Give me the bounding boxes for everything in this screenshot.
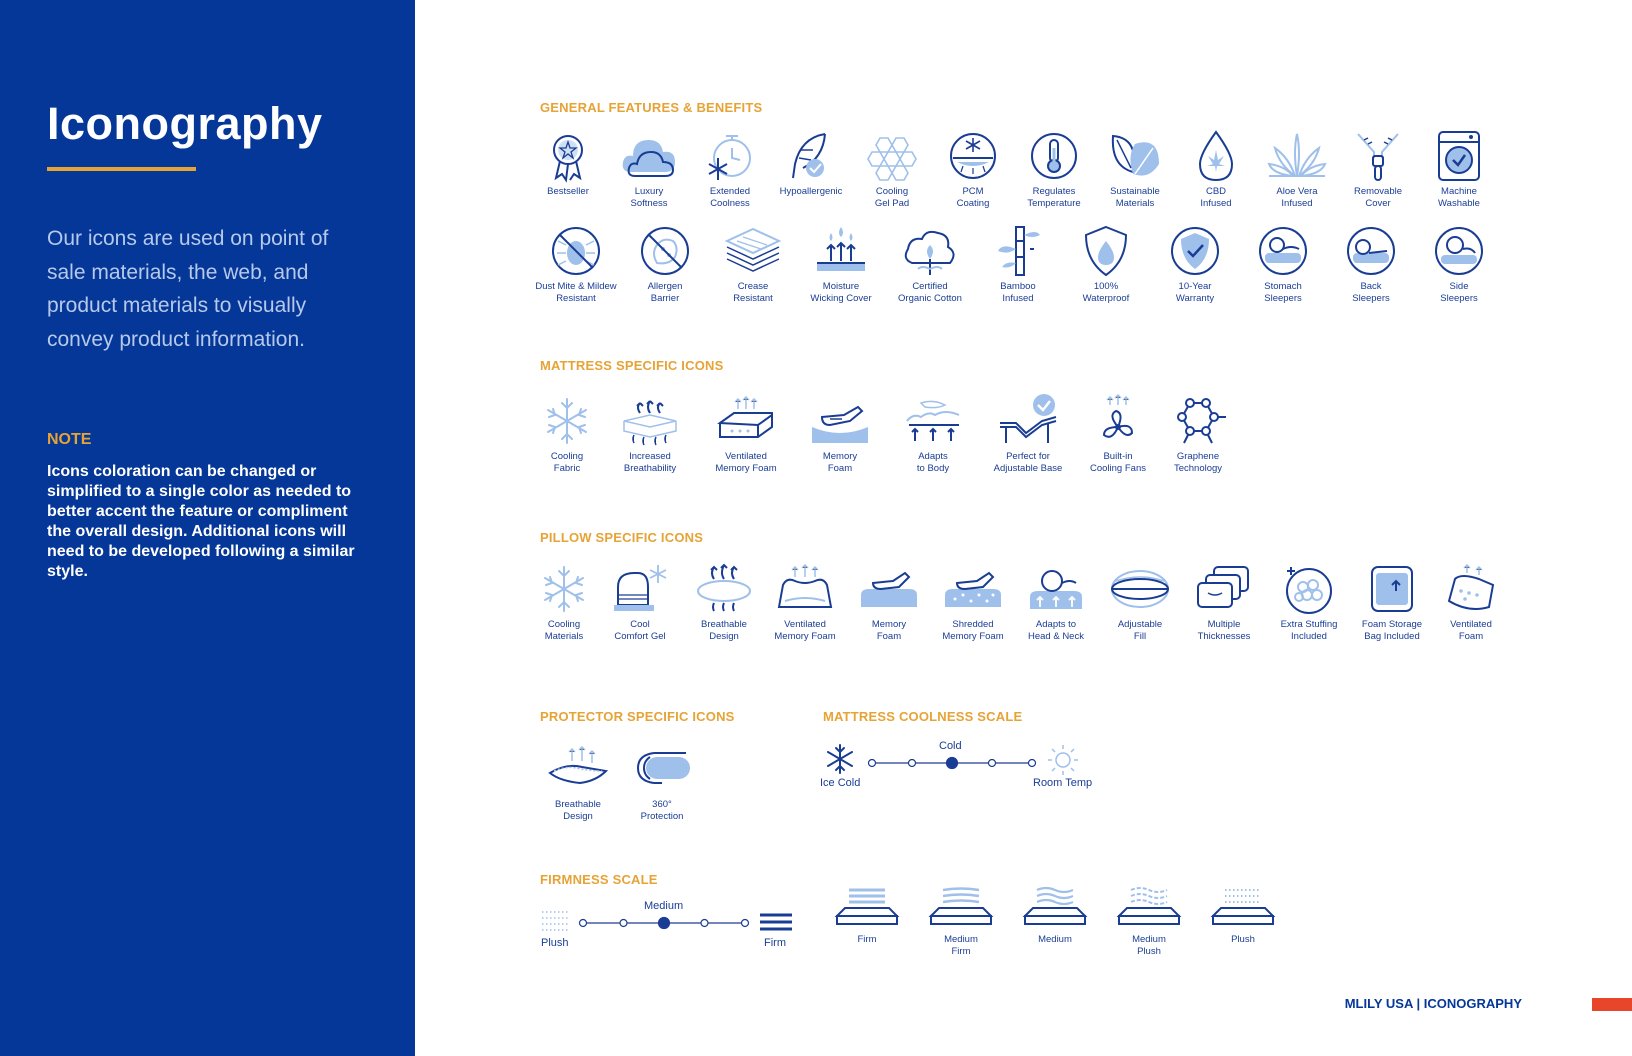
general-feature-item [1149, 223, 1241, 305]
firmness-level-item [1104, 884, 1194, 958]
mattress-feature-label: Perfect for Adjustable Base [993, 451, 1063, 474]
footer-section: ICONOGRAPHY [1423, 996, 1522, 1011]
general-feature-item [1060, 223, 1152, 305]
general-feature-label: Moisture Wicking Cover [810, 281, 872, 304]
coolness-center-label: Cold [939, 740, 962, 752]
warranty-shield-icon [1163, 223, 1227, 279]
plush-lines-icon [542, 912, 568, 930]
snowflake-icon [535, 393, 599, 449]
pillow-feature-label: Adjustable Fill [1117, 619, 1163, 642]
footer-brand: MLILY USA [1344, 996, 1413, 1011]
leaves-icon [1103, 128, 1167, 184]
mattress-feature-item [521, 393, 613, 475]
section-heading-general: GENERAL FEATURES & BENEFITS [540, 100, 763, 115]
firmness-level-label: Medium [1038, 934, 1072, 945]
pillow-feature-label: Multiple Thicknesses [1197, 619, 1251, 642]
page-title: Iconography [47, 98, 323, 149]
intro-paragraph: Our icons are used on point of sale materials, the web, and product materials to visually convey product information. [47, 227, 329, 351]
general-feature-label: Stomach Sleepers [1264, 281, 1302, 304]
mattress-feature-item [1152, 393, 1244, 475]
general-feature-label: Hypoallergenic [779, 186, 843, 197]
footer-separator: | [1416, 996, 1421, 1011]
general-feature-label: Removable Cover [1353, 186, 1403, 209]
firmness-level-item [916, 884, 1006, 958]
plush-slab-icon [1207, 884, 1279, 934]
breathability-icon [618, 393, 682, 449]
pillow-feature-item [927, 561, 1019, 643]
general-feature-label: Machine Washable [1438, 186, 1480, 209]
general-feature-item [1170, 128, 1262, 210]
firmness-level-label: Medium Plush [1132, 934, 1166, 957]
ventilated-foam-pillow-icon [1439, 561, 1503, 617]
mattress-feature-item [700, 393, 792, 475]
head-neck-icon [1024, 561, 1088, 617]
general-feature-label: Back Sleepers [1352, 281, 1390, 304]
no-allergen-icon [633, 223, 697, 279]
general-feature-label: 10-Year Warranty [1175, 281, 1215, 304]
footer-label [1345, 996, 1522, 1011]
adapts-body-icon [901, 393, 965, 449]
section-heading-firmness: FIRMNESS SCALE [540, 872, 658, 887]
scale-step [1029, 760, 1036, 767]
medium-slab-icon [1019, 884, 1091, 934]
protector-feature-item [532, 741, 624, 823]
pillow-feature-label: Memory Foam [871, 619, 907, 642]
general-feature-item [603, 128, 695, 210]
pillow-feature-label: Breathable Design [701, 619, 747, 642]
general-feature-item [927, 128, 1019, 210]
pillow-feature-label: Shredded Memory Foam [942, 619, 1004, 642]
extra-stuffing-icon [1277, 561, 1341, 617]
scale-step-selected [947, 758, 958, 769]
section-heading-mattress: MATTRESS SPECIFIC ICONS [540, 358, 724, 373]
shredded-foam-icon [941, 561, 1005, 617]
protection-360-icon [630, 741, 694, 797]
firmness-level-label: Firm [857, 934, 877, 945]
general-feature-item [530, 223, 622, 305]
pillow-feature-label: Ventilated Foam [1450, 619, 1492, 642]
scale-step [989, 760, 996, 767]
general-feature-label: Regulates Temperature [1027, 186, 1081, 209]
protector-feature-label: Breathable Design [555, 799, 601, 822]
mattress-feature-label: Graphene Technology [1173, 451, 1223, 474]
memory-foam-hand-icon [808, 393, 872, 449]
mattress-feature-label: Memory Foam [822, 451, 858, 474]
feather-check-icon [779, 128, 843, 184]
scale-step-selected [659, 918, 670, 929]
cbd-drop-icon [1184, 128, 1248, 184]
pillow-feature-label: Foam Storage Bag Included [1361, 619, 1423, 642]
note-paragraph: Icons coloration can be changed or simplified to a single color as needed to better accent the feature or compliment the overall design. Additional icons will need to be developed following a similar style. [47, 463, 355, 580]
side-sleeper-icon [1427, 223, 1491, 279]
general-feature-label: Aloe Vera Infused [1276, 186, 1318, 209]
general-feature-item [684, 128, 776, 210]
gel-pillow-icon [608, 561, 672, 617]
general-feature-item [795, 223, 887, 305]
firm-slab-icon [831, 884, 903, 934]
note-heading: NOTE [47, 431, 92, 448]
general-feature-item [846, 128, 938, 210]
crease-layers-icon [721, 223, 785, 279]
coolness-right-label: Room Temp [1033, 777, 1093, 789]
section-heading-coolness: MATTRESS COOLNESS SCALE [823, 709, 1023, 724]
firm-lines-icon [760, 915, 792, 929]
adjustable-fill-icon [1108, 561, 1172, 617]
adjustable-base-icon [996, 393, 1060, 449]
award-ribbon-icon [536, 128, 600, 184]
mattress-feature-label: Increased Breathability [623, 451, 677, 474]
pillow-feature-label: Cool Comfort Gel [614, 619, 666, 642]
pillow-feature-item [1263, 561, 1355, 643]
no-dust-mite-icon [544, 223, 608, 279]
cloud-icon [617, 128, 681, 184]
pillow-feature-item [1010, 561, 1102, 643]
mattress-feature-item [982, 393, 1074, 475]
pillow-feature-item [1094, 561, 1186, 643]
mattress-feature-label: Cooling Fabric [550, 451, 584, 474]
memory-pillow-icon [857, 561, 921, 617]
coolness-left-label: Ice Cold [820, 777, 861, 789]
pillow-feature-item [843, 561, 935, 643]
mattress-feature-item [887, 393, 979, 475]
stopwatch-snowflake-icon [698, 128, 762, 184]
section-heading-pillow: PILLOW SPECIFIC ICONS [540, 530, 704, 545]
storage-bag-icon [1360, 561, 1424, 617]
firmness-level-item [1010, 884, 1100, 946]
firmness-level-label: Plush [1231, 934, 1255, 945]
hexagon-gel-icon [860, 128, 924, 184]
general-feature-label: PCM Coating [956, 186, 990, 209]
general-feature-item [884, 223, 976, 305]
firmness-center-label: Medium [644, 900, 684, 912]
scale-step [869, 760, 876, 767]
scale-step [580, 920, 587, 927]
pillow-feature-item [1178, 561, 1270, 643]
zipper-icon [1346, 128, 1410, 184]
sidebar-panel [0, 0, 415, 1056]
pillow-feature-item [1425, 561, 1517, 643]
breathable-protector-icon [546, 741, 610, 797]
medium-plush-slab-icon [1113, 884, 1185, 934]
medium-firm-slab-icon [925, 884, 997, 934]
snowflake-icon [828, 745, 852, 773]
general-feature-item [522, 128, 614, 198]
aloe-plant-icon [1265, 128, 1329, 184]
pillow-feature-item [678, 561, 770, 643]
general-feature-label: Side Sleepers [1440, 281, 1478, 304]
general-feature-item [1413, 128, 1505, 210]
scale-step [620, 920, 627, 927]
pillow-feature-label: Cooling Materials [544, 619, 584, 642]
general-feature-label: Bestseller [547, 186, 589, 197]
pillow-feature-label: Ventilated Memory Foam [774, 619, 836, 642]
mattress-feature-item [794, 393, 886, 475]
firmness-left-label: Plush [541, 937, 569, 949]
waterproof-shield-icon [1074, 223, 1138, 279]
pillow-feature-item [759, 561, 851, 643]
mattress-feature-label: Ventilated Memory Foam [715, 451, 777, 474]
ventilated-pillow-icon [773, 561, 837, 617]
general-feature-item [1332, 128, 1424, 210]
general-feature-label: Allergen Barrier [647, 281, 683, 304]
pillow-feature-item [594, 561, 686, 643]
breathable-pillow-icon [692, 561, 756, 617]
general-feature-label: Dust Mite & Mildew Resistant [535, 281, 617, 304]
general-feature-item [707, 223, 799, 305]
general-feature-item [972, 223, 1064, 305]
general-feature-item [619, 223, 711, 305]
general-feature-item [1325, 223, 1417, 305]
general-feature-label: CBD Infused [1200, 186, 1232, 209]
general-feature-label: Cooling Gel Pad [874, 186, 910, 209]
mattress-feature-label: Built-in Cooling Fans [1090, 451, 1146, 474]
graphene-icon [1166, 393, 1230, 449]
footer-accent-bar [1592, 998, 1632, 1011]
mattress-feature-item [604, 393, 696, 475]
ventilated-foam-icon [714, 393, 778, 449]
general-feature-item [1237, 223, 1329, 305]
moisture-wicking-icon [809, 223, 873, 279]
general-feature-label: 100% Waterproof [1082, 281, 1130, 304]
pillow-feature-label: Adapts to Head & Neck [1028, 619, 1084, 642]
title-underline [47, 167, 196, 171]
scale-step [701, 920, 708, 927]
firmness-level-item [822, 884, 912, 946]
snowflake-icon [532, 561, 596, 617]
scale-step [742, 920, 749, 927]
general-feature-item [1413, 223, 1505, 305]
firmness-right-label: Firm [764, 937, 786, 949]
mattress-feature-item [1072, 393, 1164, 475]
general-feature-item [765, 128, 857, 198]
section-heading-protector: PROTECTOR SPECIFIC ICONS [540, 709, 735, 724]
general-feature-label: Crease Resistant [733, 281, 773, 304]
general-feature-item [1251, 128, 1343, 210]
general-feature-label: Certified Organic Cotton [898, 281, 962, 304]
stomach-sleeper-icon [1251, 223, 1315, 279]
sun-icon [1048, 745, 1078, 775]
fan-icon [1086, 393, 1150, 449]
multiple-pillows-icon [1192, 561, 1256, 617]
general-feature-label: Bamboo Infused [1000, 281, 1036, 304]
general-feature-label: Luxury Softness [630, 186, 668, 209]
thermometer-icon [1022, 128, 1086, 184]
pillow-feature-label: Extra Stuffing Included [1280, 619, 1338, 642]
back-sleeper-icon [1339, 223, 1403, 279]
protector-feature-label: 360° Protection [640, 799, 684, 822]
bamboo-icon [986, 223, 1050, 279]
protector-feature-item [616, 741, 708, 823]
general-feature-label: Extended Coolness [709, 186, 751, 209]
firmness-level-item [1198, 884, 1288, 946]
organic-cotton-icon [898, 223, 962, 279]
firmness-level-label: Medium Firm [944, 934, 978, 957]
general-feature-item [1008, 128, 1100, 210]
scale-step [909, 760, 916, 767]
washing-machine-icon [1427, 128, 1491, 184]
pcm-coating-icon [941, 128, 1005, 184]
mattress-feature-label: Adapts to Body [916, 451, 950, 474]
general-feature-item [1089, 128, 1181, 210]
general-feature-label: Sustainable Materials [1110, 186, 1160, 209]
